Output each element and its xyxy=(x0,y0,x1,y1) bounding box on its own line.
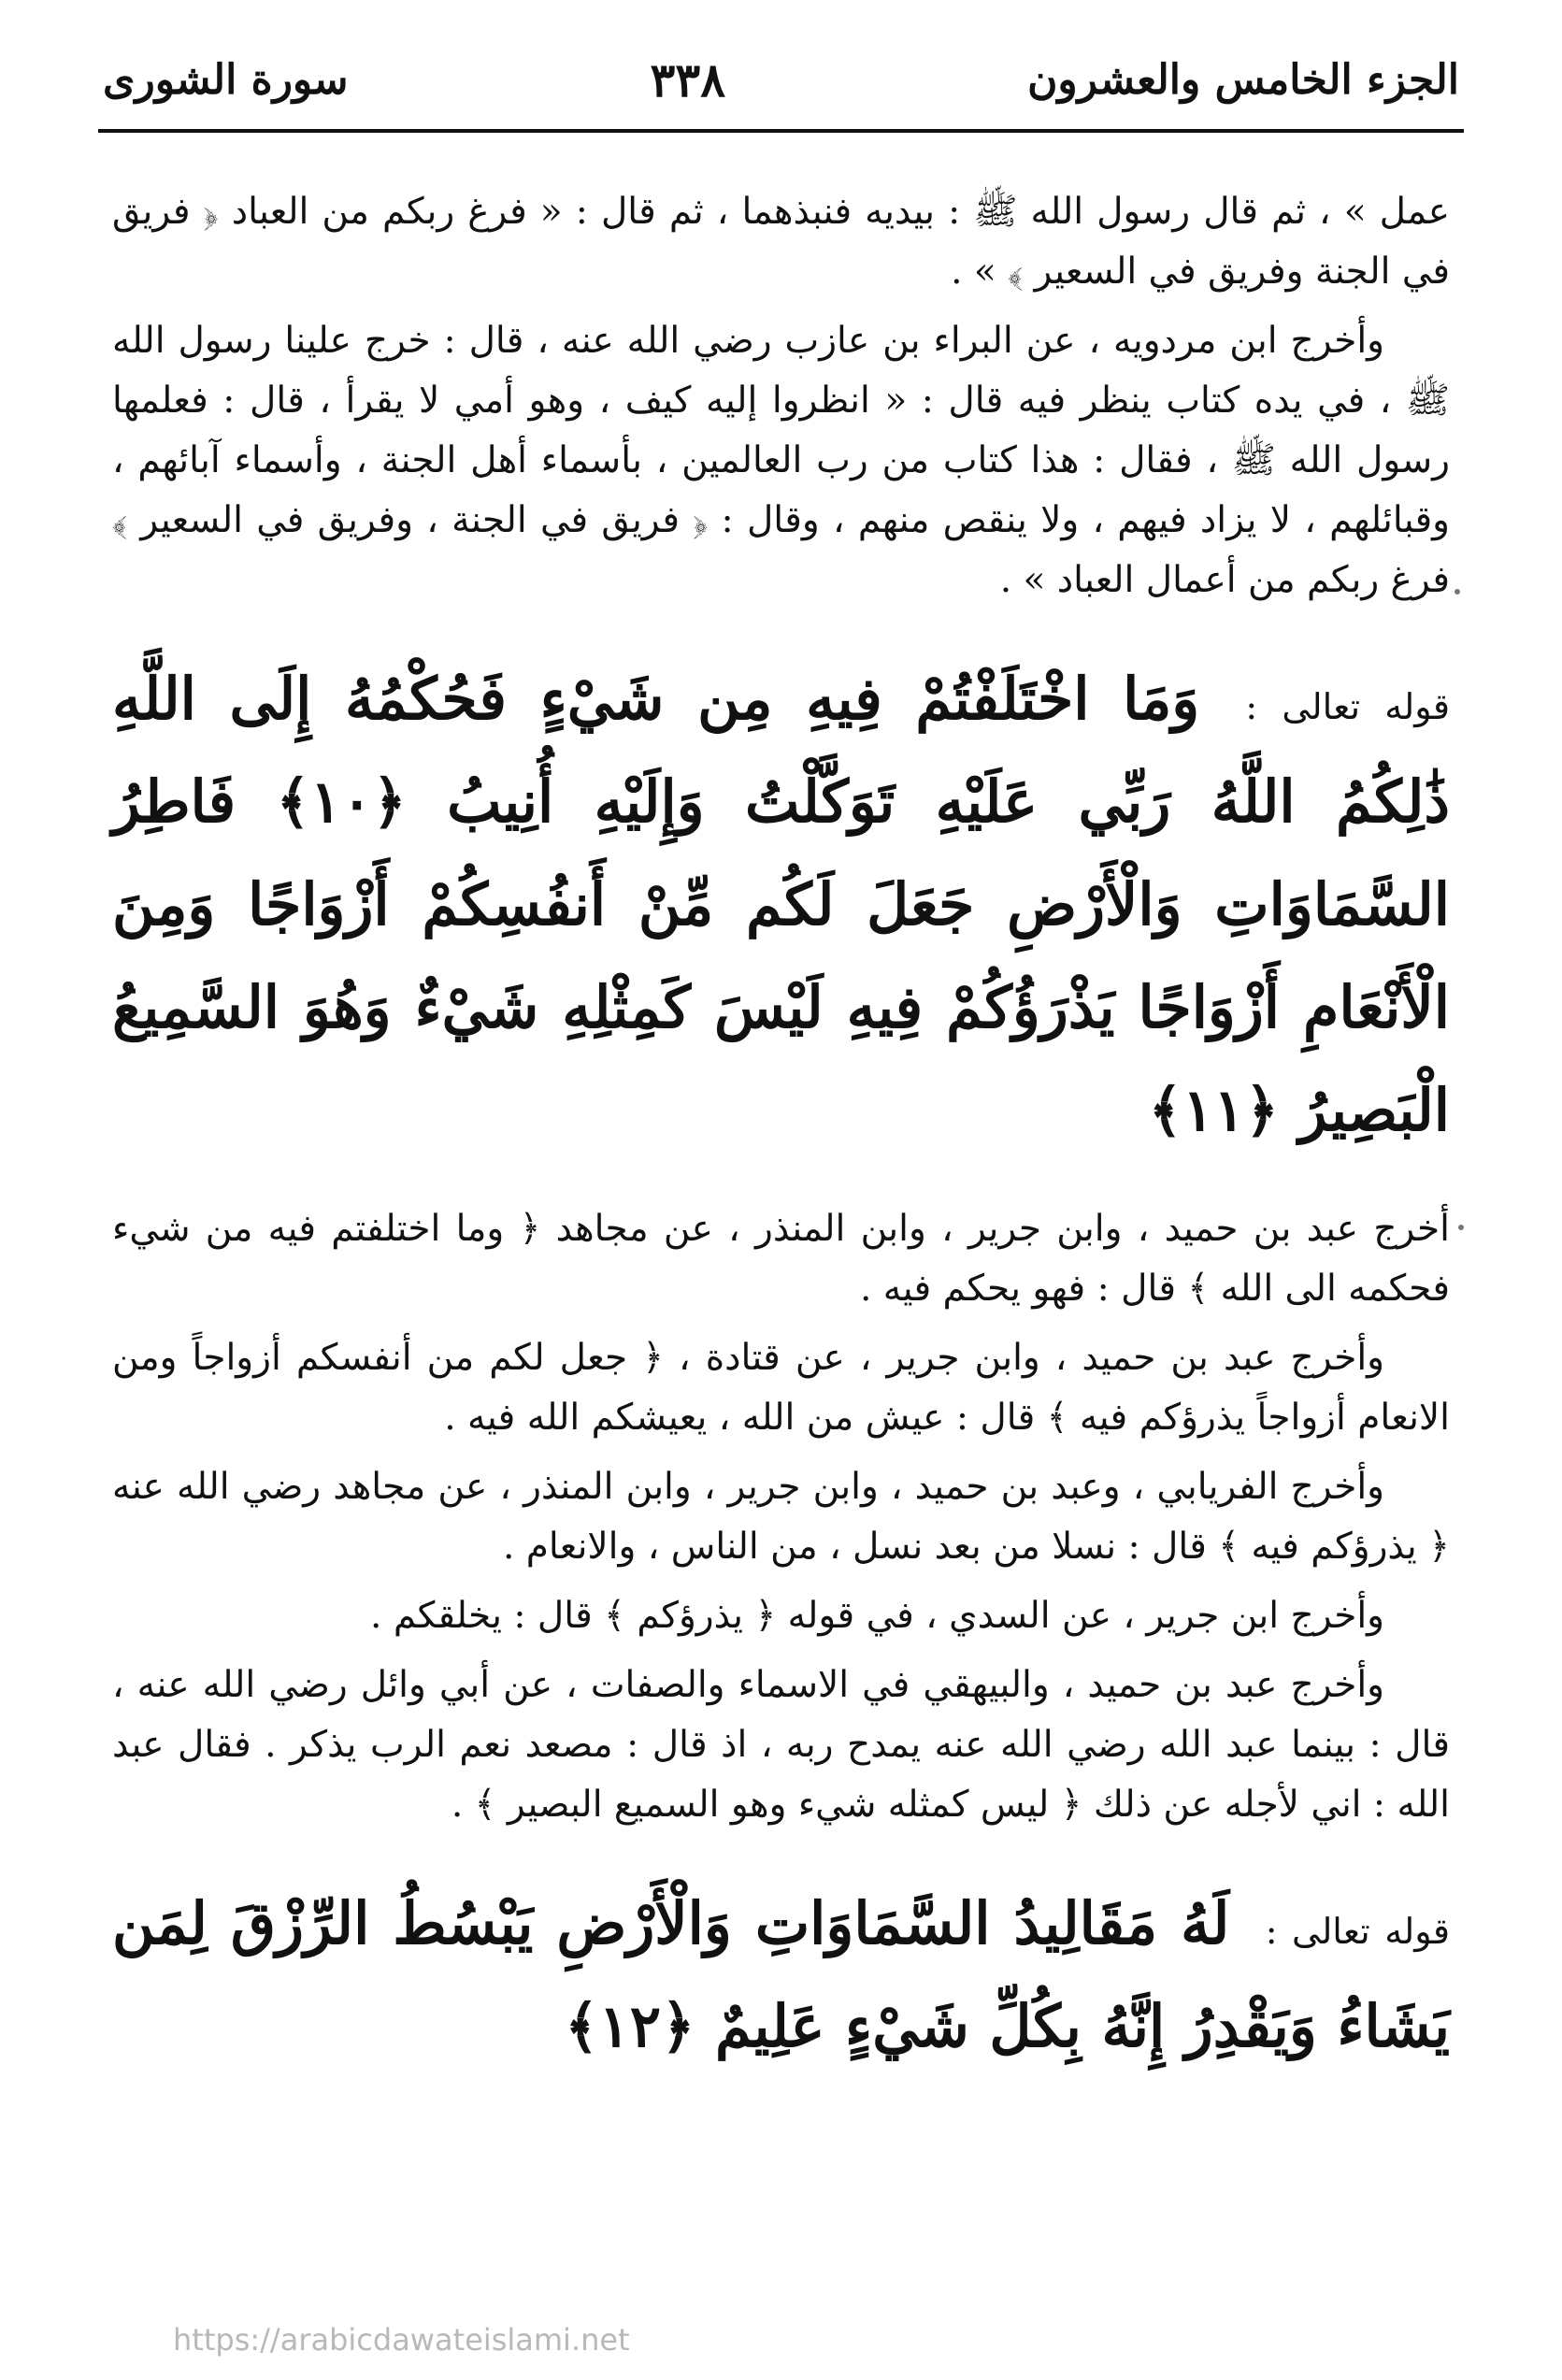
stray-mark xyxy=(1458,1225,1464,1230)
paragraph-7: وأخرج عبد بن حميد ، والبيهقي في الاسماء والصفات ، عن أبي وائل رضي الله عنه ، قال : بينما عبد الله رضي الله عنه يمدح ربه ، اذ قال : مصعد نعم الرب يذكر . فقال عبد الله : اني لأجله عن ذلك ﴿ ليس كمثله شيء وهو السميع البصير ﴾ . xyxy=(112,1664,1450,1826)
paragraph-4: وأخرج عبد بن حميد ، وابن جرير ، عن قتادة ، ﴿ جعل لكم من أنفسكم أزواجاً ومن الانعام أزواجاً يذرؤكم فيه ﴾ قال : عيش من الله ، يعيشكم الله فيه . xyxy=(112,1337,1450,1439)
paragraph-6: وأخرج ابن جرير ، عن السدي ، في قوله ﴿ يذرؤكم ﴾ قال : يخلقكم . xyxy=(370,1595,1384,1637)
stray-mark xyxy=(1455,589,1460,595)
verse-intro-1: قوله تعالى : xyxy=(1245,686,1451,727)
paragraph-1: عمل » ، ثم قال رسول الله ﷺ : بيديه فنبذهما ، ثم قال : « فرغ ربكم من العباد ﴿ فريق في الجنة وفريق في السعير ﴾ » . xyxy=(112,191,1450,293)
paragraph-3: أخرج عبد بن حميد ، وابن جرير ، وابن المنذر ، عن مجاهد ﴿ وما اختلفتم فيه من شيء فحكمه الى الله ﴾ قال : فهو يحكم فيه . xyxy=(112,1208,1450,1310)
juz-title: الجزء الخامس والعشرون xyxy=(1027,55,1459,104)
watermark-url: https://arabicdawateislami.net xyxy=(173,2322,630,2358)
page-number: ٣٣٨ xyxy=(650,51,726,108)
verse-text-2: لَهُ مَقَالِيدُ السَّمَاوَاتِ وَالْأَرْضِ يَبْسُطُ الرِّزْقَ لِمَن يَشَاءُ وَيَقْدِرُ إِنَّهُ بِكُلِّ شَيْءٍ عَلِيمٌ ﴿١٢﴾ xyxy=(112,1889,1450,2060)
quran-verse-block-1 xyxy=(112,648,1450,1162)
quran-verse-block-2 xyxy=(112,1872,1450,2078)
header-rule xyxy=(98,129,1464,133)
verse-text-1: وَمَا اخْتَلَفْتُمْ فِيهِ مِن شَيْءٍ فَحُكْمُهُ إِلَى اللَّهِ ذَٰلِكُمُ اللَّهُ رَبِّي عَلَيْهِ تَوَكَّلْتُ وَإِلَيْهِ أُنِيبُ ﴿١٠﴾ فَاطِرُ السَّمَاوَاتِ وَالْأَرْضِ جَعَلَ لَكُم مِّنْ أَنفُسِكُمْ أَزْوَاجًا وَمِنَ الْأَنْعَامِ أَزْوَاجًا يَذْرَؤُكُمْ فِيهِ لَيْسَ كَمِثْلِهِ شَيْءٌ وَهُوَ السَّمِيعُ الْبَصِيرُ ﴿١١﴾ xyxy=(112,665,1450,1144)
page-body xyxy=(112,182,1450,2115)
paragraph-5: وأخرج الفريابي ، وعبد بن حميد ، وابن جرير ، وابن المنذر ، عن مجاهد رضي الله عنه ﴿ يذرؤكم فيه ﴾ قال : نسلا من بعد نسل ، من الناس ، والانعام . xyxy=(112,1466,1450,1568)
paragraph-2: وأخرج ابن مردويه ، عن البراء بن عازب رضي الله عنه ، قال : خرج علينا رسول الله ﷺ ، في يده كتاب ينظر فيه قال : « انظروا إليه كيف ، وهو أمي لا يقرأ ، قال : فعلمها رسول الله ﷺ ، فقال : هذا كتاب من رب العالمين ، بأسماء أهل الجنة ، وأسماء آبائهم ، وقبائلهم ، لا يزاد فيهم ، ولا ينقص منهم ، وقال : ﴿ فريق في الجنة ، وفريق في السعير ﴾ فرغ ربكم من أعمال العباد » . xyxy=(112,320,1450,601)
verse-intro-2: قوله تعالى : xyxy=(1265,1911,1450,1952)
page-header xyxy=(103,37,1459,122)
surah-title: سورة الشورى xyxy=(103,55,349,104)
